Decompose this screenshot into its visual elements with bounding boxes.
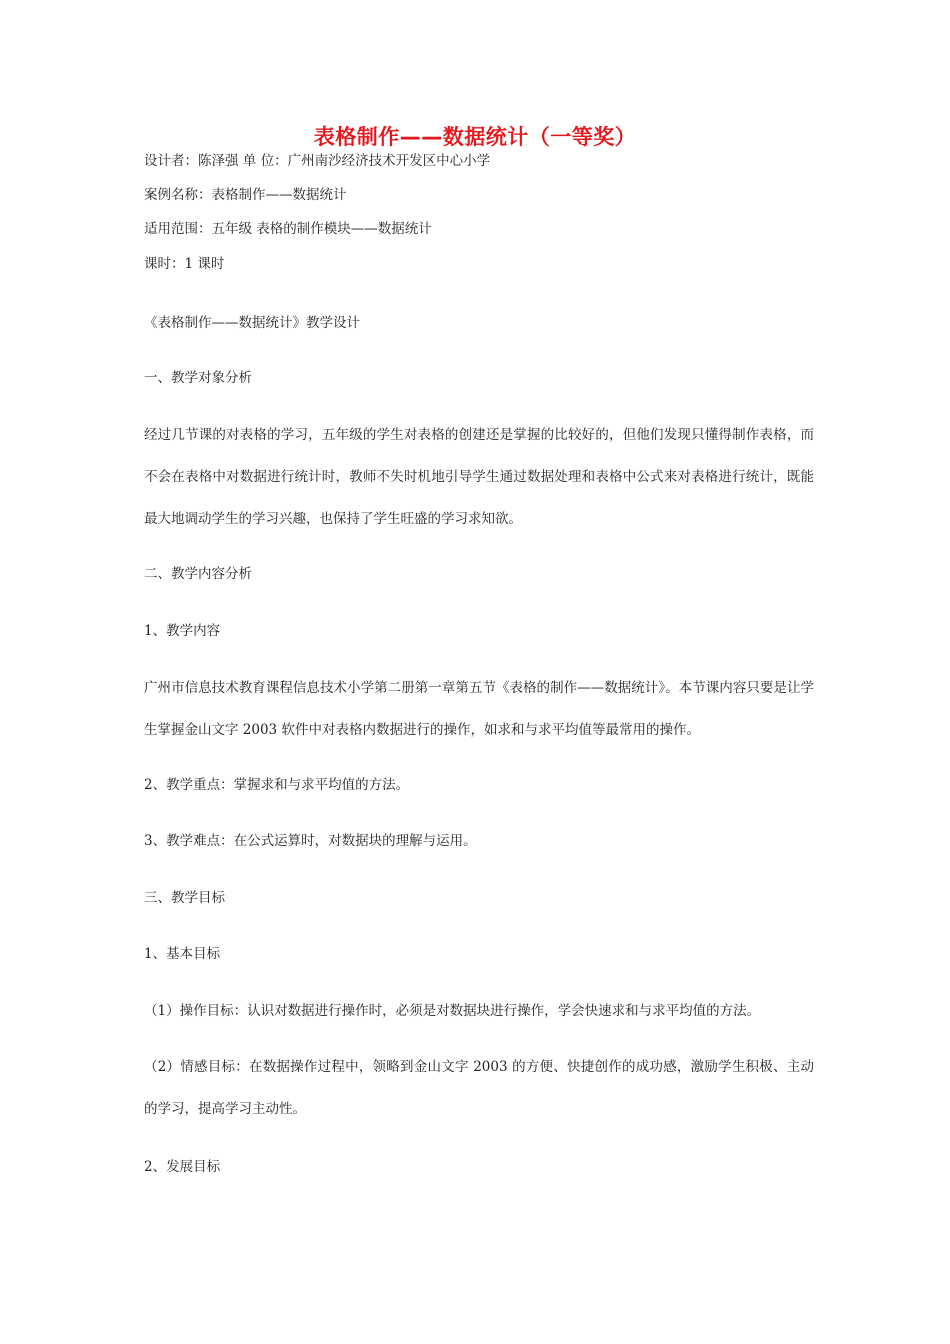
section-2-key-point: 2、教学重点：掌握求和与求平均值的方法。: [144, 777, 410, 793]
case-name-line: 案例名称：表格制作——数据统计: [144, 187, 347, 203]
hours-line: 课时：1 课时: [144, 256, 225, 272]
section-2-paragraph: 广州市信息技术教育课程信息技术小学第二册第一章第五节《表格的制作——数据统计》。本节课内容只要是让学生掌握金山文字 2003 软件中对表格内数据进行的操作，如求和与求平均值等最常用的操作。: [144, 680, 814, 738]
section-1-heading: 一、教学对象分析: [144, 370, 252, 386]
section-3-subheading-development: 2、发展目标: [144, 1159, 221, 1175]
section-1-paragraph: 经过几节课的对表格的学习，五年级的学生对表格的创建还是掌握的比较好的，但他们发现只懂得制作表格，而不会在表格中对数据进行统计时，教师不失时机地引导学生通过数据处理和表格中公式来对表格进行统计，既能最大地调动学生的学习兴趣，也保持了学生旺盛的学习求知欲。: [144, 427, 814, 527]
section-2-difficulty: 3、教学难点：在公式运算时，对数据块的理解与运用。: [144, 833, 477, 849]
section-3-item-emotion: （2）情感目标：在数据操作过程中，领略到金山文字 2003 的方便、快捷创作的成功感，激励学生积极、主动的学习，提高学习主动性。: [144, 1059, 814, 1117]
designer-line: 设计者：陈泽强 单 位：广州南沙经济技术开发区中心小学: [144, 153, 491, 169]
design-heading: 《表格制作——数据统计》教学设计: [144, 315, 360, 331]
section-3-subheading-basic: 1、基本目标: [144, 946, 221, 962]
scope-line: 适用范围：五年级 表格的制作模块——数据统计: [144, 221, 432, 237]
section-2-subheading-content: 1、教学内容: [144, 623, 221, 639]
section-2-heading: 二、教学内容分析: [144, 566, 252, 582]
section-3-heading: 三、教学目标: [144, 890, 225, 906]
section-3-item-operation: （1）操作目标：认识对数据进行操作时，必须是对数据块进行操作，学会快速求和与求平均值的方法。: [144, 1003, 761, 1019]
document-title: 表格制作——数据统计（一等奖）: [313, 125, 637, 149]
